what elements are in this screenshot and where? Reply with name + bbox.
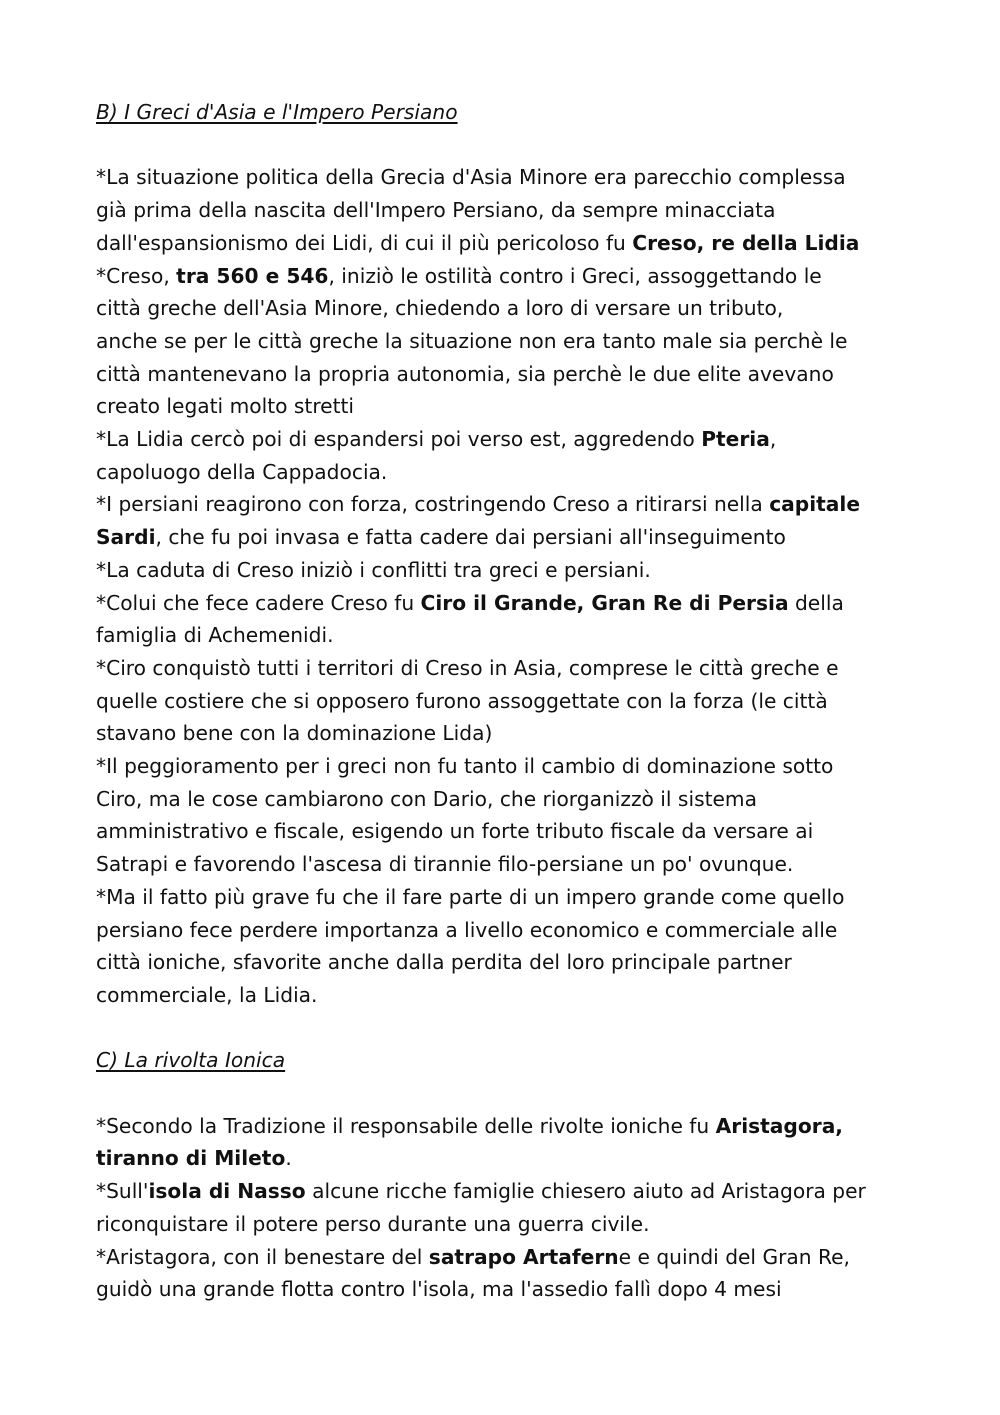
text-run: *La situazione politica della Grecia d'Asia Minore era parecchio complessa già prima della nascita dell'Impero Persiano, da sempre minacciata dall'espansionismo dei Lidi, di cui il più pericoloso fu	[96, 165, 846, 255]
text-run: alcune ricche famiglie chiesero aiuto ad Aristagora per riconquistare il potere perso durante una guerra civile.	[96, 1179, 866, 1236]
paragraph	[96, 260, 976, 424]
text-run: *Colui che fece cadere Creso fu	[96, 590, 421, 615]
text-run: *Sull'	[96, 1179, 149, 1204]
bold-text: capitale Sardi	[96, 492, 861, 550]
text-run: *Secondo la Tradizione il responsabile delle rivolte ioniche fu	[96, 1113, 716, 1138]
spacer	[96, 1012, 976, 1045]
text-run: *Ciro conquistò tutti i territori di Creso in Asia, comprese le città greche e quelle costiere che si opposero furono assoggettate con la forza (le città stavano bene con la dominazione Lida)	[96, 655, 839, 746]
text-run: *Ma il fatto più grave fu che il fare parte di un impero grande come quello persiano fece perdere importanza a livello economico e commerciale alle città ioniche, sfavorite anche dalla perdita del loro principale partner commerciale, la Lidia.	[96, 884, 845, 1007]
paragraph	[96, 587, 976, 652]
paragraph	[96, 161, 976, 259]
text-run: e e quindi del Gran Re, guidò una grande flotta contro l'isola, ma l'assedio fallì dopo 4 mesi	[96, 1244, 850, 1302]
document-page	[96, 96, 976, 1306]
text-run: , capoluogo della Cappadocia.	[96, 427, 777, 484]
section-b-heading: B) I Greci d'Asia e l'Impero Persiano	[96, 100, 458, 124]
paragraph	[96, 423, 976, 488]
paragraph	[96, 1241, 976, 1306]
bold-text: Creso, re della Lidia	[632, 230, 860, 255]
text-run: *Il peggioramento per i greci non fu tanto il cambio di dominazione sotto Ciro, ma le cose cambiarono con Dario, che riorganizzò il sistema amministrativo e fiscale, esigendo un forte tributo fiscale da versare ai Satrapi e favorendo l'ascesa di tirannie filo-persiane un po' ovunque.	[96, 754, 834, 877]
text-run: , che fu poi invasa e fatta cadere dai persiani all'inseguimento	[155, 525, 786, 550]
bold-text: tra 560 e 546	[176, 263, 329, 288]
spacer	[96, 129, 976, 162]
text-run: *Aristagora, con il benestare del	[96, 1244, 429, 1269]
text-run: *I persiani reagirono con forza, costringendo Creso a ritirarsi nella	[96, 492, 770, 517]
paragraph	[96, 554, 976, 587]
bold-text: Aristagora, tiranno di Mileto	[96, 1113, 843, 1171]
bold-text: isola di Nasso	[148, 1179, 306, 1204]
paragraph	[96, 652, 976, 750]
bold-text: Pteria	[701, 427, 770, 452]
paragraph	[96, 1110, 976, 1175]
text-run: *Creso,	[96, 263, 177, 288]
section-c-heading: C) La rivolta Ionica	[96, 1048, 286, 1073]
paragraph	[96, 488, 976, 553]
spacer	[96, 1077, 976, 1110]
bold-text: Ciro il Grande, Gran Re di Persia	[420, 590, 789, 615]
text-run: della famiglia di Achemenidi.	[96, 590, 844, 648]
section-c-body	[96, 1110, 976, 1306]
text-run: *La caduta di Creso iniziò i conflitti tra greci e persiani.	[96, 557, 651, 582]
paragraph	[96, 1175, 976, 1240]
paragraph	[96, 750, 976, 881]
bold-text: satrapo Artafern	[428, 1244, 619, 1269]
paragraph	[96, 881, 976, 1012]
text-run: .	[285, 1146, 292, 1171]
text-run: *La Lidia cercò poi di espandersi poi verso est, aggredendo	[96, 427, 702, 452]
section-b-body	[96, 161, 976, 1011]
text-run: , iniziò le ostilità contro i Greci, assoggettando le città greche dell'Asia Minore, chiedendo a loro di versare un tributo, anche se per le città greche la situazione non era tanto male sia perchè le città mantenevano la propria autonomia, sia perchè le due elite avevano creato legati molto stretti	[96, 263, 848, 419]
